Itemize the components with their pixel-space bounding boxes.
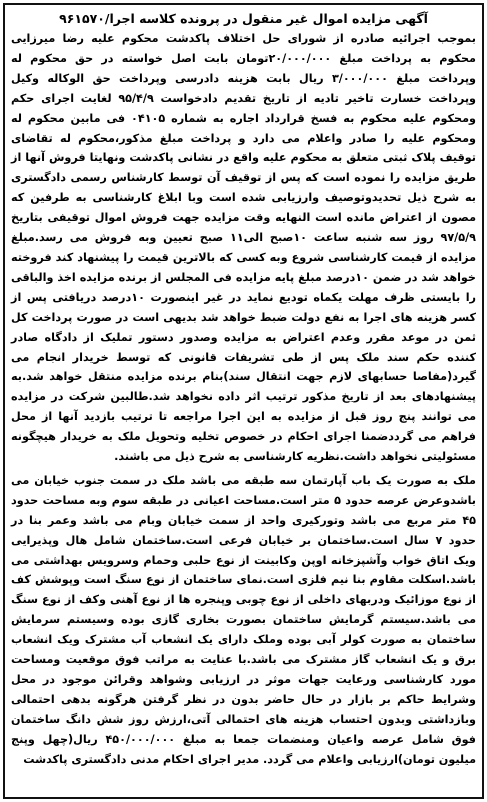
auction-notice — [3, 3, 484, 799]
notice-paragraph-terms: بموجب اجرائیه صادره از شورای حل اختلاف پاکدشت محکوم علیه رضا میرزایی محکوم به پرداخت مبلغ ۲۰/۰۰۰/۰۰۰تومان بابت اصل خواسته در حق محکوم له وپرداخت مبلغ ۳/۰۰۰/۰۰۰ ریال بابت هزینه دادرسی وپرداخت حق الوکاله وکیل وپرداخت خسارت تاخیر تادیه از تاریخ تقدیم دادخواست ۹۵/۴/۹ لغایت اجرای حکم ومحکوم علیه محکوم به فسخ قرارداد اجاره به شماره ۰۴۱۰۵ فی مابین محکوم له ومحکوم علیه را صادر واعلام می دارد و پرداخت مبلغ مذکور،محکوم له تقاضای توقیف پلاک ثبتی متعلق به محکوم علیه واقع در نشانی پاکدشت ونهایتا فروش آنها از طریق مزایده را نموده است که پس از توقیف آن توسط کارشناس رسمی دادگستری به شرح ذیل تحدیدوتوصیف وارزیابی شده است وبا ابلاغ کارشناسی به طرفین که مصون از اعتراض مانده است النهایه وقت مزایده جهت فروش اموال توقیفی بتاریخ ۹۷/۵/۹ روز سه شنبه ساعت ۱۰صبح الی۱۱ صبح تعیین وبه فروش می رسد.مبلغ مزایده از قیمت کارشناسی شروع وبه کسی که بالاترین قیمت را پیشنهاد کند فروخته خواهد شد در ضمن ۱۰درصد مبلغ پایه مزایده فی المجلس از برنده مزایده اخذ والباقی را بایستی ظرف مهلت یکماه تودیع نماید در غیر اینصورت ۱۰درصد دریافتی پس از کسر هزینه های اجرا به نفع دولت ضبط خواهد شد بدیهی است در صورت پرداخت کل ثمن در موعد مقرر وعدم اعتراض به مزایده وصدور دستور تملیک از دادگاه صادر کننده حکم سند ملک پس از طی تشریفات قانونی که توسط خریدار انجام می گیرد(مفاصا حسابهای لازم جهت انتقال سند)بنام برنده مزایده منتقل خواهد شد.به پیشنهادهای بعد از تاریخ مذکور ترتیب اثر داده نخواهد شد.طالبین شرکت در مزایده می توانند پنج روز قبل از مزایده به این اجرا مراجعه تا ترتیب بازدید آنها از محل فراهم می گرددضمنا اجرای احکام در خصوص تخلیه وتحویل ملک به خریدار هیچگونه مسئولیتی نخواهد داشت.نظریه کارشناسی به شرح ذیل می باشند. — [11, 32, 477, 464]
notice-title: آگهی مزایده اموال غیر منقول در پرونده کلاسه اجرا/۹۶۱۵۷۰ — [59, 11, 428, 26]
notice-paragraph-appraisal: ملک به صورت یک باب آپارتمان سه طبقه می باشد ملک در سمت جنوب خیابان می باشدوعرض عرصه حدود ۵ متر است.مساحت اعیانی در طبقه سوم وبه مساحت حدود ۴۵ متر مربع می باشد وتورکیری واحد از سمت خیابان وبام می باشد وعمر بنا در حدود ۷ سال است.ساختمان بر خیابان فرعی است.ساختمان شامل هال وپذیرایی ویک اتاق خواب وآشپزخانه اوپن وکابینت از نوع حلبی وحمام وسرویس بهداشتی می باشد.اسکلت مقاوم بنا نیم فلزی است.نمای ساختمان از نوع سنگ است وپوشش کف از نوع موزائیک ودربهای داخلی از نوع چوبی وپنجره ها از نوع آهنی وکف از نوع سنگ می باشد.سیستم گرمایش ساختمان بصورت بخاری گازی بوده وسیستم سرمایش ساختمان به صورت کولر آبی بوده وملک دارای یک انشعاب آب مشترک ویک انشعاب برق و یک انشعاب گاز مشترک می باشد.با عنایت به مراتب فوق موقعیت ومساحت مورد کارشناسی ورعایت جهات موثر در ارزیابی وشواهد وقرائن موجود در محل وشرایط حاکم بر بازار در حال حاضر بدون در نظر گرفتن هرگونه بدهی احتمالی وبازداشتی وبدون احتساب هزینه های احتمالی آتی،ارزش روز شش دانگ ساختمان فوق شامل عرصه واعیان ومنضمات جمعا به مبلغ ۴۵۰/۰۰۰/۰۰۰ ریال(چهل وپنج میلیون تومان)ارزیابی واعلام می گردد. مدیر اجرای احکام مدنی دادگستری پاکدشت — [11, 473, 476, 766]
